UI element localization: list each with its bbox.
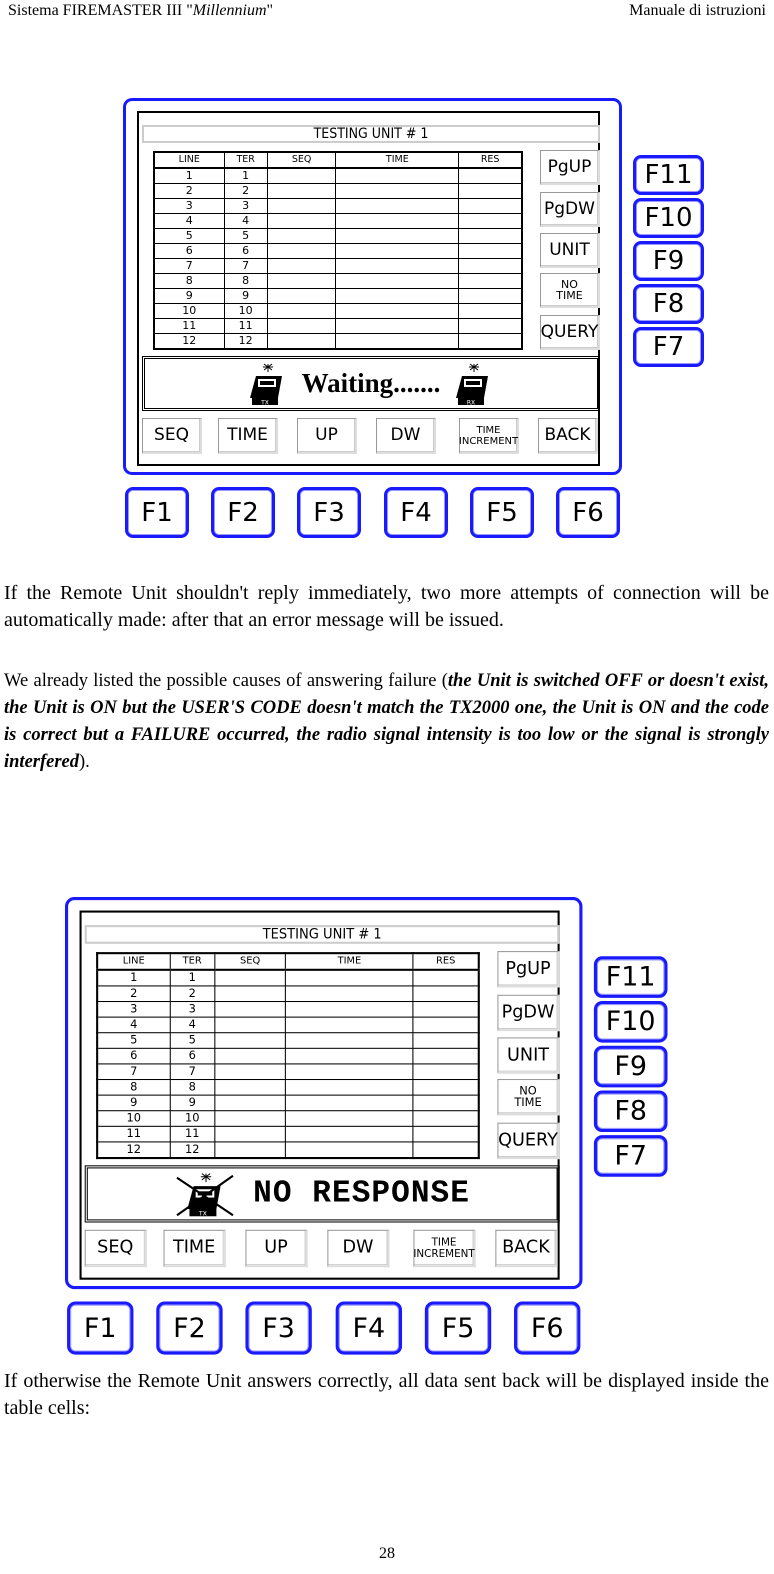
function-key-f11[interactable]: F11 [633,155,704,195]
table-cell [459,214,522,229]
column-header-seq: SEQ [215,953,286,970]
table-row [97,1033,479,1049]
table-cell [413,1002,479,1018]
column-header-res: RES [413,953,479,970]
table-cell: 6 [224,244,267,259]
table-cell: 4 [154,214,224,229]
column-header-line: LINE [154,152,224,168]
screen-figure-no-response [65,897,667,1355]
function-key-f7[interactable]: F7 [594,1135,668,1177]
table-cell [215,1017,286,1033]
function-key-f5[interactable]: F5 [425,1302,491,1355]
table-cell: 7 [170,1064,215,1080]
function-key-f3[interactable]: F3 [245,1302,311,1355]
table-cell [336,289,459,304]
table-cell [336,259,459,274]
table-cell [336,229,459,244]
table-row [154,199,522,214]
running-header-right: Manuale di istruzioni [629,2,766,19]
table-cell: 11 [154,319,224,334]
tx-radio-device-icon [174,1171,238,1217]
table-cell [267,199,336,214]
table-cell: 9 [170,1095,215,1111]
table-cell [215,1095,286,1111]
table-row [97,1002,479,1018]
column-header-time: TIME [336,152,459,168]
table-cell: 1 [154,168,224,184]
table-cell [459,304,522,319]
button-pgup[interactable]: PgUP [540,150,600,185]
table-cell: 2 [97,986,170,1002]
button-time-increment[interactable]: TIME INCREMENT [413,1230,475,1267]
table-cell: 2 [170,986,215,1002]
table-cell [459,168,522,184]
table-row [97,986,479,1002]
table-cell: 11 [224,319,267,334]
header-text: Sistema FIREMASTER III " [8,2,193,19]
function-key-f6[interactable]: F6 [514,1302,580,1355]
button-query[interactable]: QUERY [497,1123,559,1159]
table-row [154,244,522,259]
table-cell: 8 [97,1080,170,1096]
table-cell: 11 [97,1126,170,1142]
column-header-seq: SEQ [267,152,336,168]
emphasis-causes: the Unit is switched OFF or doesn't exist, the Unit is ON but the USER'S CODE doesn't match the TX2000 one, the Unit is ON and the code is correct but a FAILURE occurred, the radio signal intensity is too low or the signal is strongly interfered [4,671,769,772]
button-dw[interactable]: DW [376,418,436,454]
button-no-time[interactable]: NO TIME [497,1079,559,1115]
table-cell [286,1126,414,1142]
table-cell [413,1095,479,1111]
table-cell: 4 [170,1017,215,1033]
table-cell [459,229,522,244]
button-back[interactable]: BACK [538,418,598,454]
button-unit[interactable]: UNIT [540,233,600,268]
table-row [154,319,522,334]
button-up[interactable]: UP [297,418,357,454]
table-cell [336,168,459,184]
rx-radio-device-icon [454,362,494,406]
table-cell: 1 [97,970,170,986]
table-cell [413,1033,479,1049]
table-cell [215,986,286,1002]
column-header-ter: TER [224,152,267,168]
function-key-f7[interactable]: F7 [633,327,704,367]
screen-title: TESTING UNIT # 1 [142,125,600,143]
table-row [97,1064,479,1080]
table-cell: 1 [170,970,215,986]
table-row [97,1126,479,1142]
table-cell: 8 [224,274,267,289]
button-no-time[interactable]: NO TIME [540,273,600,308]
table-cell: 6 [170,1048,215,1064]
button-seq[interactable]: SEQ [85,1230,147,1267]
table-cell [413,970,479,986]
screen-title: TESTING UNIT # 1 [85,925,560,944]
table-cell: 7 [154,259,224,274]
table-row [97,1048,479,1064]
paragraph-retry: If the Remote Unit shouldn't reply immediately, two more attempts of connection will be automatically made: after that an error message will be issued. [4,582,769,631]
table-cell [413,1080,479,1096]
table-row [97,1111,479,1127]
button-time[interactable]: TIME [218,418,278,454]
table-cell [336,244,459,259]
table-cell [286,1080,414,1096]
text: ). [79,752,90,772]
table-cell [336,199,459,214]
header-italic: Millennium [192,2,267,19]
function-key-f8[interactable]: F8 [594,1090,668,1132]
function-key-f5[interactable]: F5 [470,487,534,538]
table-row [154,304,522,319]
column-header-res: RES [459,152,522,168]
table-cell [286,986,414,1002]
table-cell [215,1142,286,1158]
function-key-f1[interactable]: F1 [125,487,189,538]
button-unit[interactable]: UNIT [497,1037,559,1073]
table-cell [413,986,479,1002]
function-key-f4[interactable]: F4 [336,1302,402,1355]
table-cell: 7 [224,259,267,274]
table-cell [336,184,459,199]
table-cell [413,1142,479,1158]
table-cell [267,334,336,350]
column-header-line: LINE [97,953,170,970]
table-cell [336,214,459,229]
tx-radio-device-icon [248,362,288,406]
table-cell [459,334,522,350]
table-cell: 6 [97,1048,170,1064]
table-header-row [154,152,522,168]
table-cell [286,1017,414,1033]
svg-text:TX: TX [199,1210,208,1217]
table-cell [459,244,522,259]
function-key-f8[interactable]: F8 [633,284,704,324]
table-cell: 10 [97,1111,170,1127]
table-cell [215,1002,286,1018]
table-cell: 10 [170,1111,215,1127]
table-row [154,184,522,199]
status-text: Waiting....... [301,368,441,398]
table-cell [215,970,286,986]
button-seq[interactable]: SEQ [142,418,202,454]
table-cell: 4 [97,1017,170,1033]
status-message-box [85,1165,560,1222]
text: We already listed the possible causes of answering failure ( [4,671,448,691]
function-key-f1[interactable]: F1 [67,1302,133,1355]
table-cell [267,259,336,274]
table-row [97,1095,479,1111]
table-cell: 9 [224,289,267,304]
button-back[interactable]: BACK [495,1230,557,1267]
table-cell: 5 [97,1033,170,1049]
svg-text:RX: RX [467,399,476,406]
button-dw[interactable]: DW [327,1230,389,1267]
button-time-increment[interactable]: TIME INCREMENT [459,418,519,454]
table-cell [267,229,336,244]
column-header-ter: TER [170,953,215,970]
table-cell [459,184,522,199]
table-cell [215,1048,286,1064]
table-cell: 12 [170,1142,215,1158]
table-row [97,1080,479,1096]
table-cell [267,289,336,304]
table-cell: 3 [97,1002,170,1018]
table-cell [336,334,459,350]
button-query[interactable]: QUERY [540,315,600,350]
table-cell [267,244,336,259]
table-row [154,259,522,274]
table-header-row [97,953,479,970]
table-cell [267,168,336,184]
table-cell [286,1142,414,1158]
table-cell: 12 [97,1142,170,1158]
function-key-f10[interactable]: F10 [594,1001,668,1043]
table-row [97,970,479,986]
table-cell: 9 [154,289,224,304]
table-cell: 10 [224,304,267,319]
table-cell [413,1017,479,1033]
table-cell [286,1064,414,1080]
table-cell [336,304,459,319]
function-key-f4[interactable]: F4 [384,487,448,538]
table-cell [459,319,522,334]
table-cell [267,184,336,199]
table-row [154,214,522,229]
table-cell: 9 [97,1095,170,1111]
table-cell: 2 [224,184,267,199]
table-row [154,274,522,289]
button-pgdw[interactable]: PgDW [497,995,559,1031]
table-cell: 3 [224,199,267,214]
status-text: NO RESPONSE [253,1176,470,1212]
table-cell [267,214,336,229]
function-key-f10[interactable]: F10 [633,198,704,238]
table-row [154,289,522,304]
table-cell [413,1064,479,1080]
table-cell: 5 [154,229,224,244]
table-row [154,229,522,244]
table-cell [413,1126,479,1142]
table-cell [286,1111,414,1127]
table-cell: 10 [154,304,224,319]
table-cell [459,274,522,289]
table-cell [459,289,522,304]
table-cell: 8 [154,274,224,289]
running-header-left [8,2,273,20]
status-message-box [142,356,600,411]
table-cell [267,319,336,334]
function-key-f11[interactable]: F11 [594,956,668,998]
screen-figure-waiting [123,98,704,538]
table-cell [459,199,522,214]
table-cell [286,970,414,986]
function-key-f9[interactable]: F9 [633,241,704,281]
page-number: 28 [379,1545,395,1562]
table-cell: 8 [170,1080,215,1096]
table-cell [413,1111,479,1127]
table-cell: 12 [154,334,224,350]
results-table [153,151,523,350]
table-cell [215,1064,286,1080]
table-cell: 5 [224,229,267,244]
table-cell [215,1111,286,1127]
paragraph-success: If otherwise the Remote Unit answers correctly, all data sent back will be displayed inside the table cells: [4,1370,769,1419]
table-cell: 3 [170,1002,215,1018]
paragraph-failure-causes [4,668,769,776]
results-table [96,952,480,1159]
function-key-f9[interactable]: F9 [594,1046,668,1088]
function-key-f6[interactable]: F6 [556,487,620,538]
table-cell: 1 [224,168,267,184]
table-cell [286,1002,414,1018]
table-cell [267,274,336,289]
table-cell: 3 [154,199,224,214]
table-cell [336,319,459,334]
function-key-f2[interactable]: F2 [211,487,275,538]
table-cell [459,259,522,274]
button-pgdw[interactable]: PgDW [540,192,600,227]
table-row [154,334,522,350]
table-cell [215,1080,286,1096]
button-up[interactable]: UP [245,1230,307,1267]
table-cell: 12 [224,334,267,350]
table-cell: 5 [170,1033,215,1049]
table-cell: 6 [154,244,224,259]
table-cell [215,1126,286,1142]
function-key-f2[interactable]: F2 [156,1302,222,1355]
button-pgup[interactable]: PgUP [497,951,559,987]
header-text-end: " [266,2,274,19]
table-cell [413,1048,479,1064]
button-time[interactable]: TIME [164,1230,226,1267]
column-header-time: TIME [286,953,414,970]
table-cell: 11 [170,1126,215,1142]
svg-text:TX: TX [260,399,269,406]
table-row [154,168,522,184]
table-cell: 2 [154,184,224,199]
table-cell [286,1048,414,1064]
table-cell [215,1033,286,1049]
function-key-f3[interactable]: F3 [297,487,361,538]
table-cell [286,1033,414,1049]
table-row [97,1017,479,1033]
table-cell: 4 [224,214,267,229]
table-cell [286,1095,414,1111]
table-cell: 7 [97,1064,170,1080]
table-row [97,1142,479,1158]
table-cell [267,304,336,319]
table-cell [336,274,459,289]
